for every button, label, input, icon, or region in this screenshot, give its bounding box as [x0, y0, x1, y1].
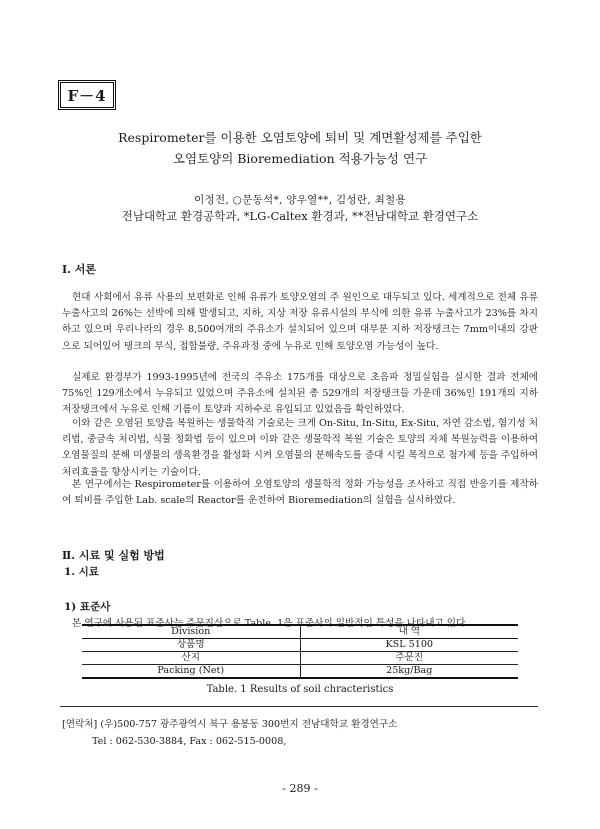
intro-paragraph-1: 현대 사회에서 유류 사용의 보편화로 인해 유류가 토양오염의 주 원인으로 대두되고 있다. 세계적으로 전체 유류 누출사고의 26%는 선박에 의해 발생되고, 지하, 지상 저장 유류시설의 부식에 의한 유류 누출사고가 23%를 차지하고 있으며 우리나라의 경우 8,500여개의 주유소가 설치되어 있으며 대부분 지하 저장탱크는 7mm이내의 강판으로 되어있어 탱크의 부식, 접합불량, 주유과정 중에 누유로 인해 토양오염 가능성이 높다.	[62, 292, 538, 352]
paper-title-line2: 오염토양의 Bioremediation 적용가능성 연구	[172, 151, 428, 166]
table-header-cell: 내 역	[300, 625, 518, 639]
intro-paragraph-3: 이와 같은 오염된 토양을 복원하는 생물학적 기술로는 크게 On-Situ, In-Situ, Ex-Situ, 자연 감소법, 혐기성 처리법, 중금속 처리법, 식물 정화법 등이 있으며 이와 같은 생물학적 복원 기술은 토양의 자체 복원능력을 이용하여 오염물질의 분해 미생물의 생육환경을 활성화 시켜 오염물의 분해속도를 증대 시킬 목적으로 첨가제 등을 주입하여 처리효율을 향상시키는 기술이다.	[62, 418, 538, 478]
section-code-box: F－4	[58, 80, 116, 110]
methods-paragraph-1: 본 연구에 사용된 표준사는 주문진산으로 Table. 1은 표준사의 일반적인 특성을 나타내고 있다.	[72, 618, 469, 629]
intro-paragraph-4: 본 연구에서는 Respirometer를 이용하여 오염토양의 생물학적 정화 가능성을 조사하고 직접 반응기를 제작하여 퇴비를 주입한 Lab. scale의 Reactor를 운전하여 Bioremediation의 실험을 실시하였다.	[62, 479, 538, 507]
section-heading-introduction: Ⅰ. 서론	[62, 263, 97, 276]
table-cell: 상품명	[82, 639, 300, 652]
table-cell: KSL 5100	[300, 639, 518, 652]
paper-title-line1: Respirometer를 이용한 오염토양에 퇴비 및 계면활성제를 주입한	[118, 130, 482, 145]
table-cell: 주문진	[300, 652, 518, 665]
table-cell: 25kg/Bag	[300, 665, 518, 679]
subsection-heading-sample: 1. 시료	[64, 566, 99, 578]
contact-footnote	[62, 716, 397, 750]
intro-paragraph-2: 실제로 환경부가 1993-1995년에 전국의 주유소 175개를 대상으로 초음파 정밀실험을 실시한 결과 전체에 75%인 129개소에서 누유되고 있었으며 주유소에 설치된 총 529개의 저장탱크들 가운데 36%인 191개의 지하 저장탱크에서 누유로 인해 기름이 토양과 지하수로 유입되고 있었음을 확인하였다.	[62, 372, 538, 416]
table-row	[82, 652, 518, 665]
author-list: 이정전, ○문동석*, 양우열**, 김성란, 최철용	[194, 194, 406, 206]
table-row	[82, 665, 518, 679]
page-number: - 289 -	[282, 782, 318, 795]
table-row	[82, 625, 518, 639]
section-heading-methods: Ⅱ. 시료 및 실험 방법	[62, 549, 165, 562]
table-cell: Packing (Net)	[82, 665, 300, 679]
table-header-cell: Division	[82, 625, 300, 639]
soil-characteristics-table	[82, 624, 518, 679]
contact-address: [연락처] (우)500-757 광주광역시 북구 용봉동 300번지 전남대학교 환경연구소	[62, 719, 398, 730]
contact-phone-fax: Tel : 062-530-3884, Fax : 062-515-0008,	[92, 736, 287, 747]
author-affiliation: 전남대학교 환경공학과, *LG-Caltex 환경과, **전남대학교 환경연구소	[121, 209, 479, 223]
table-row	[82, 639, 518, 652]
footnote-divider	[60, 706, 538, 707]
subsubsection-heading-standard-sand: 1) 표준사	[64, 601, 111, 613]
table-cell: 산지	[82, 652, 300, 665]
table-caption: Table. 1 Results of soil chracteristics	[206, 684, 394, 695]
